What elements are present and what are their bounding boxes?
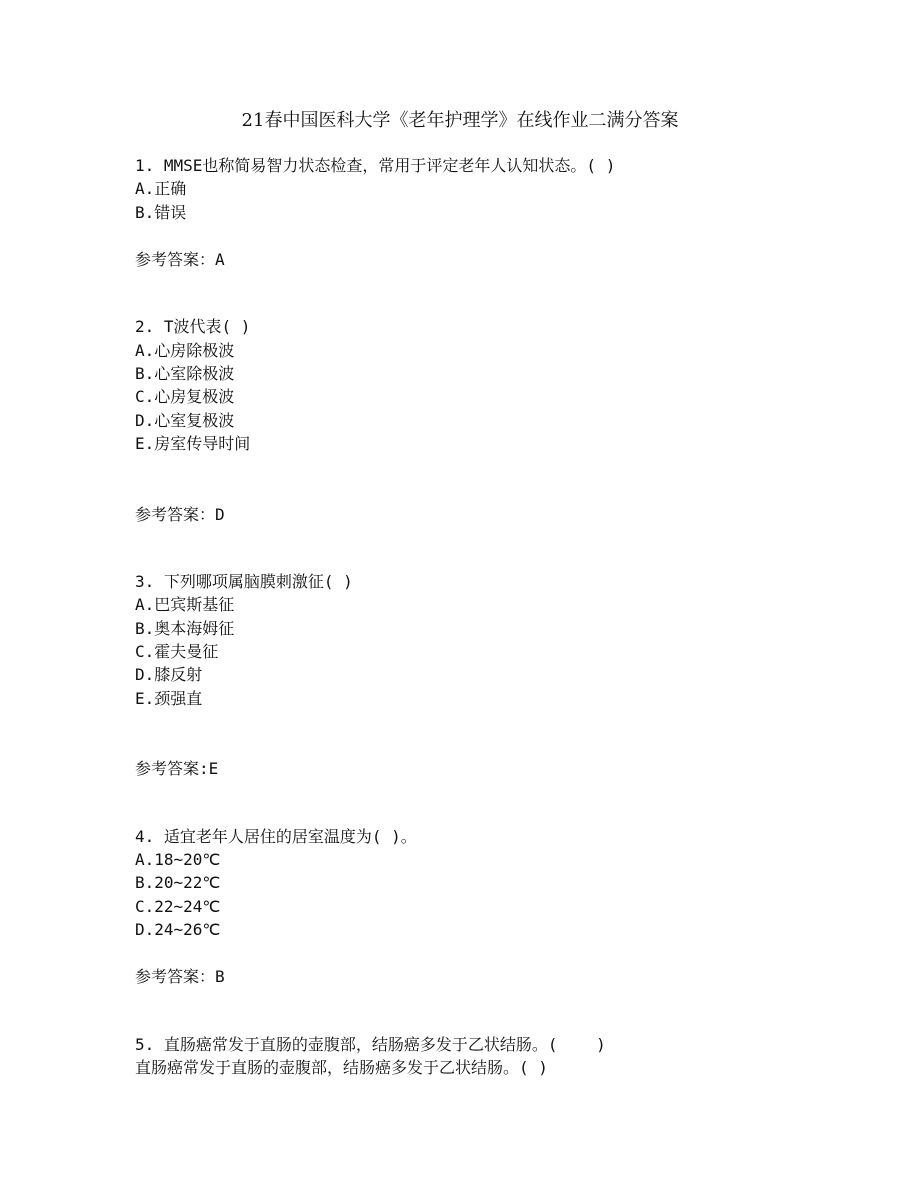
question-3-option-a: A.巴宾斯基征 bbox=[135, 595, 235, 614]
question-4-option-d: D.24~26℃ bbox=[135, 920, 221, 939]
question-1-stem: 1. MMSE也称简易智力状态检查，常用于评定老年人认知状态。( ) bbox=[135, 156, 616, 175]
question-2-option-d: D.心室复极波 bbox=[135, 411, 235, 430]
question-2-option-a: A.心房除极波 bbox=[135, 341, 235, 360]
question-1-option-a: A.正确 bbox=[135, 179, 187, 198]
question-2-answer: 参考答案：D bbox=[135, 505, 225, 524]
question-3-option-e: E.颈强直 bbox=[135, 689, 203, 708]
question-2-option-e: E.房室传导时间 bbox=[135, 434, 251, 453]
question-4-stem: 4. 适宜老年人居住的居室温度为( )。 bbox=[135, 827, 417, 846]
question-2-stem: 2. T波代表( ) bbox=[135, 317, 251, 336]
question-3-option-d: D.膝反射 bbox=[135, 665, 203, 684]
question-5-stem: 5. 直肠癌常发于直肠的壶腹部，结肠癌多发于乙状结肠。( ) bbox=[135, 1035, 606, 1054]
question-3-option-b: B.奥本海姆征 bbox=[135, 619, 235, 638]
question-3-option-c: C.霍夫曼征 bbox=[135, 642, 219, 661]
question-4-option-b: B.20~22℃ bbox=[135, 873, 221, 892]
document-title: 21春中国医科大学《老年护理学》在线作业二满分答案 bbox=[241, 110, 679, 131]
question-1-option-b: B.错误 bbox=[135, 203, 187, 222]
question-4-answer: 参考答案：B bbox=[135, 967, 225, 986]
question-3-answer: 参考答案:E bbox=[135, 759, 219, 778]
question-2-option-b: B.心室除极波 bbox=[135, 364, 235, 383]
question-1-answer: 参考答案：A bbox=[135, 250, 225, 269]
question-4-option-a: A.18~20℃ bbox=[135, 850, 221, 869]
question-4-option-c: C.22~24℃ bbox=[135, 897, 221, 916]
question-3-stem: 3. 下列哪项属脑膜刺激征( ) bbox=[135, 572, 353, 591]
question-5-restated-stem: 直肠癌常发于直肠的壶腹部，结肠癌多发于乙状结肠。( ) bbox=[135, 1058, 548, 1077]
question-2-option-c: C.心房复极波 bbox=[135, 387, 235, 406]
